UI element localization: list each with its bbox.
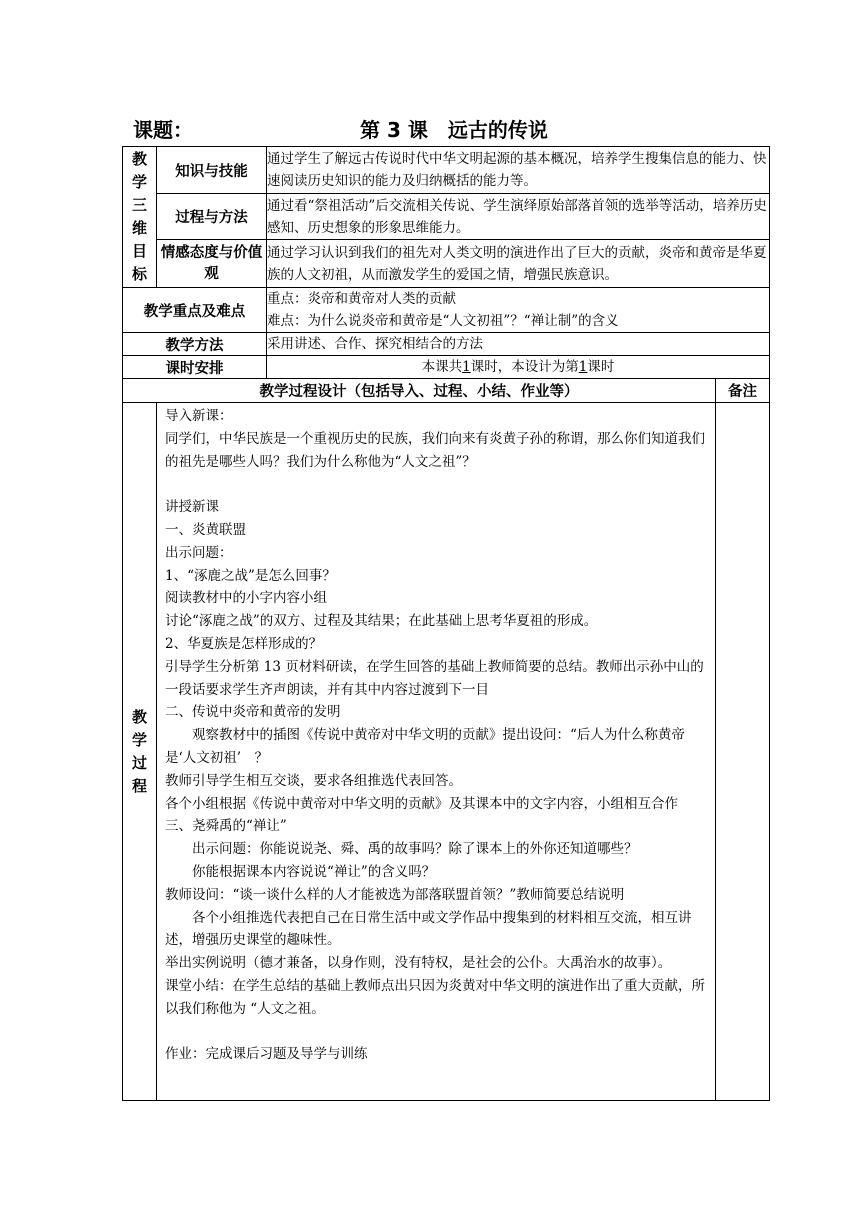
schedule-post: 课时 — [587, 359, 615, 375]
objective-text: 通过学生了解远古传说时代中华文明起源的基本概况，培养学生搜集信息的能力、快速阅读历史知识的能力及归纳概括的能力等。 — [267, 147, 770, 194]
focus-label: 教学重点及难点 — [123, 288, 267, 333]
process-line: 同学们，中华民族是一个重视历史的民族，我们向来有炎黄子孙的称谓，那么你们知道我们的祖先是哪些人吗？我们为什么称他为“人文之祖”？ — [165, 430, 705, 470]
process-line: 导入新课： — [165, 408, 233, 424]
objectives-label-char: 维 — [131, 219, 147, 237]
process-line: 阅读教材中的小字内容小组 — [165, 590, 327, 607]
objective-row-knowledge — [123, 147, 770, 194]
focus-difficult: 难点：为什么说炎帝和黄帝是“人文初祖”？“禅让制”的含义 — [267, 313, 619, 329]
process-line: 举出实例说明（德才兼备，以身作则，没有特权，是社会的公仆。大禹治水的故事）。 — [165, 955, 672, 972]
notes-header: 备注 — [716, 379, 770, 403]
schedule-text — [267, 356, 770, 379]
process-label-char: 过 — [131, 753, 147, 772]
process-line: 三、尧舜禹的“禅让” — [165, 818, 287, 835]
process-line: 二、传说中炎帝和黄帝的发明 — [165, 704, 341, 721]
notes-cell — [716, 403, 770, 1101]
objective-row-attitude — [123, 240, 770, 288]
objective-text: 通过看“祭祖活动”后交流相关传说、学生演绎原始部落首领的选举等活动，培养历史感知、历史想象的形象思维能力。 — [267, 194, 770, 240]
process-line: 作业：完成课后习题及导学与训练 — [165, 1046, 368, 1063]
process-line — [165, 473, 709, 496]
process-line: 1、“涿鹿之战”是怎么回事？ — [165, 567, 336, 584]
focus-cell — [267, 288, 770, 333]
method-text: 采用讲述、合作、探究相结合的方法 — [267, 333, 770, 356]
method-row — [123, 333, 770, 356]
objectives-label-char: 标 — [131, 265, 147, 283]
schedule-mid: 课时，本设计为第 — [470, 359, 579, 375]
process-line — [165, 1021, 709, 1044]
process-line: 讲授新课 — [165, 499, 219, 516]
process-line: 各个小组根据《传说中黄帝对中华文明的贡献》及其课本中的文字内容，小组相互合作 — [165, 795, 678, 812]
process-line: 出示问题： — [165, 544, 233, 561]
process-row — [123, 403, 770, 1101]
process-line: 出示问题：你能说说尧、舜、禹的故事吗？除了课本上的外你还知道哪些？ — [192, 841, 638, 858]
process-line: 课堂小结：在学生总结的基础上教师点出只因为炎黄对中华文明的演进作出了重大贡献，所以我们称他为 “人文之祖。 — [165, 977, 705, 1017]
process-line: 你能根据课本内容说说“禅让”的含义吗？ — [192, 863, 436, 880]
objective-row-process — [123, 194, 770, 240]
title-label: 课题： — [133, 118, 193, 142]
objective-label: 知识与技能 — [157, 147, 267, 194]
process-header-row — [123, 379, 770, 403]
objectives-label-char: 目 — [131, 242, 147, 260]
process-line: 教师引导学生相互交谈，要求各组推选代表回答。 — [165, 772, 462, 789]
objective-label: 情感态度与价值观 — [157, 240, 267, 288]
process-line: 一、炎黄联盟 — [165, 521, 246, 538]
process-label-char: 教 — [131, 707, 147, 726]
schedule-total: 1 — [462, 359, 471, 375]
process-line: 2、华夏族是怎样形成的？ — [165, 635, 323, 652]
lesson-title: 第 3 课 远古的传说 — [360, 118, 548, 142]
focus-key: 重点：炎帝和黄帝对人类的贡献 — [267, 291, 456, 307]
process-line: 观察教材中的插图《传说中黄帝对中华文明的贡献》提出设问：“后人为什么称黄帝是‘人文初祖’ ？ — [165, 727, 685, 766]
objectives-label-char: 三 — [131, 196, 147, 214]
title-row — [0, 114, 860, 144]
objective-text: 通过学习认识到我们的祖先对人类文明的演进作出了巨大的贡献，炎帝和黄帝是华夏族的人文初祖，从而激发学生的爱国之情，增强民族意识。 — [267, 240, 770, 288]
process-line: 各个小组推选代表把自己在日常生活中或文学作品中搜集到的材料相互交流，相互讲述，增强历史课堂的趣味性。 — [165, 909, 692, 949]
process-label-char: 程 — [131, 776, 147, 795]
schedule-row — [123, 356, 770, 379]
process-line: 引导学生分析第 13 页材料研读，在学生回答的基础上教师简要的总结。教师出示孙中山的一段话要求学生齐声朗读，并有其中内容过渡到下一目 — [165, 658, 704, 698]
focus-row — [123, 288, 770, 333]
schedule-current: 1 — [578, 359, 588, 375]
process-side-label — [123, 403, 157, 1101]
schedule-pre: 本课共 — [421, 359, 463, 375]
process-header: 教学过程设计（包括导入、过程、小结、作业等） — [123, 379, 716, 403]
objectives-group-label — [123, 147, 157, 288]
lesson-plan-table — [122, 146, 770, 1101]
process-content — [157, 403, 716, 1101]
process-line: 教师设问：“谈一谈什么样的人才能被选为部落联盟首领？”教师简要总结说明 — [165, 886, 625, 903]
objectives-label-char: 教 — [131, 150, 147, 168]
schedule-label: 课时安排 — [123, 356, 267, 379]
process-label-char: 学 — [131, 730, 147, 749]
objectives-label-char: 学 — [131, 173, 147, 191]
process-line: 讨论“涿鹿之战”的双方、过程及其结果；在此基础上思考华夏祖的形成。 — [165, 613, 598, 630]
objective-label: 过程与方法 — [157, 194, 267, 240]
method-label: 教学方法 — [123, 333, 267, 356]
